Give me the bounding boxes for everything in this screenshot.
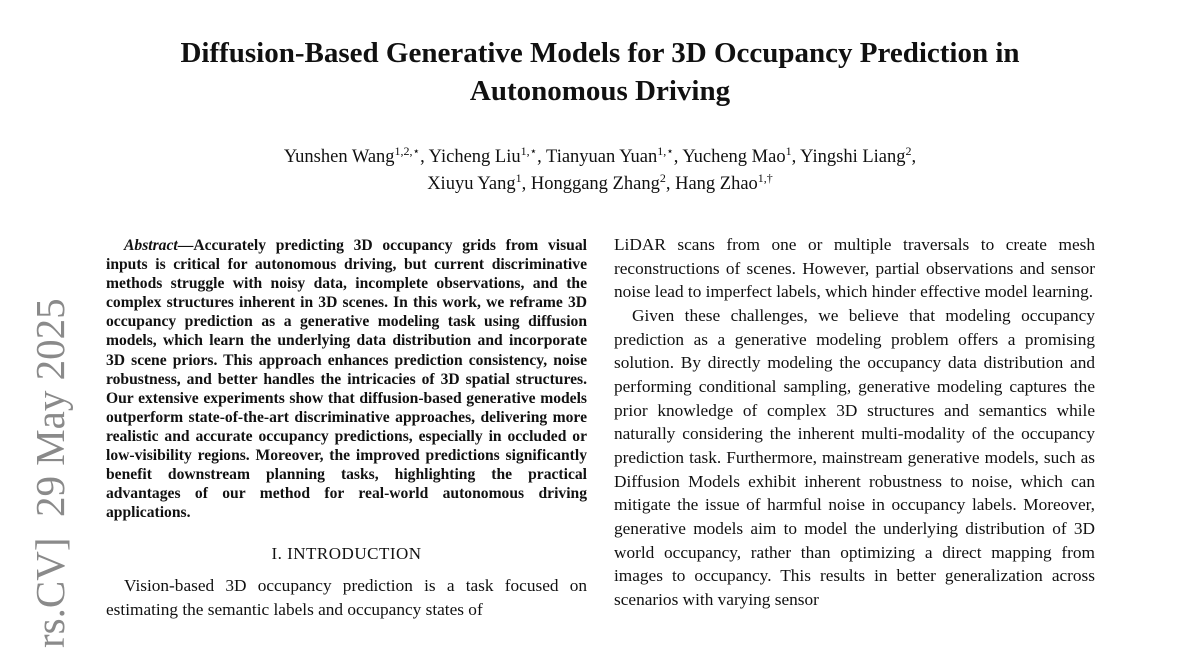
author-affiliation: 1,⋆: [520, 143, 538, 158]
author-name: Honggang Zhang: [530, 174, 660, 194]
author-separator: ,: [673, 147, 683, 167]
author-separator: ,: [537, 147, 547, 167]
author-affiliation: 2: [905, 143, 912, 158]
author-name: Hang Zhao: [675, 174, 758, 194]
author-name: Yunshen Wang: [283, 147, 395, 167]
author-affiliation: 2: [659, 170, 666, 185]
author-affiliation: 1,⋆: [657, 143, 674, 158]
body-paragraph-1: LiDAR scans from one or multiple traversals to create mesh reconstructions of scenes. However, partial observations and sensor noise lead to imperfect labels, which hinder effective model learning.: [614, 235, 1095, 302]
arxiv-stamp: rs.CV] 29 May 2025: [27, 298, 73, 648]
author-name: Xiuyu Yang: [427, 174, 516, 194]
author-name: Tianyuan Yuan: [546, 147, 658, 167]
author-affiliation: 1: [785, 143, 792, 158]
paper-title-line-2: Autonomous Driving: [469, 75, 731, 107]
abstract: [106, 236, 587, 522]
author-separator: ,: [521, 174, 531, 194]
author-line-2: [100, 171, 1100, 198]
author-name: Yingshi Liang: [800, 147, 906, 167]
author-name: Yicheng Liu: [428, 147, 521, 167]
paper-title-line-1: Diffusion-Based Generative Models for 3D Occupancy Prediction in: [180, 37, 1020, 69]
author-separator: ,: [911, 147, 917, 167]
author-affiliation: 1,2,⋆: [394, 143, 421, 158]
abstract-dash: —: [177, 237, 194, 254]
abstract-heading: Abstract: [124, 237, 178, 254]
body-paragraph-2: Given these challenges, we believe that modeling occupancy prediction as a generative modeling problem offers a promising solution. By directly modeling the occupancy data distribution and performing conditional sampling, generative modeling captures the prior knowledge of complex 3D structures and semantics while naturally considering the inherent multi-modality of the occupancy prediction task. Furthermore, mainstream generative models, such as Diffusion Models exhibit inherent robustness to noise, which can mitigate the issue of harmful noise in occupancy labels. Moreover, generative models aim to model the underlying distribution of 3D world occupancy, rather than optimizing a direct mapping from images to occupancy. This results in better generalization across scenarios with varying sensor: [614, 305, 1095, 609]
right-column: [614, 233, 1095, 612]
intro-paragraph: Vision-based 3D occupancy prediction is a task focused on estimating the semantic labels and occupancy states of: [106, 576, 587, 620]
author-separator: ,: [665, 174, 676, 194]
author-line-1: [100, 144, 1100, 171]
author-list: [100, 144, 1100, 198]
paper-title: [100, 34, 1100, 110]
abstract-text: Accurately predicting 3D occupancy grids from visual inputs is critical for autonomous driving, but current discriminative methods struggle with noisy data, incomplete observations, and the complex structures inherent in 3D scenes. In this work, we reframe 3D occupancy prediction as a generative modeling task using diffusion models, which learn the underlying data distribution and incorporate 3D scene priors. This approach enhances prediction consistency, noise robustness, and better handles the intricacies of 3D spatial structures. Our extensive experiments show that diffusion-based generative models outperform state-of-the-art discriminative approaches, delivering more realistic and accurate occupancy predictions, especially in occluded or low-visibility regions. Moreover, the improved predictions significantly benefit downstream planning tasks, highlighting the practical advantages of our method for real-world autonomous driving applications.: [106, 237, 587, 522]
author-name: Yucheng Mao: [682, 147, 786, 167]
left-column: [106, 236, 587, 622]
section-title-introduction: I. INTRODUCTION: [271, 544, 422, 564]
author-separator: ,: [791, 147, 801, 167]
author-affiliation: 1,†: [757, 170, 773, 185]
author-separator: ,: [420, 147, 429, 167]
author-affiliation: 1: [515, 170, 522, 185]
